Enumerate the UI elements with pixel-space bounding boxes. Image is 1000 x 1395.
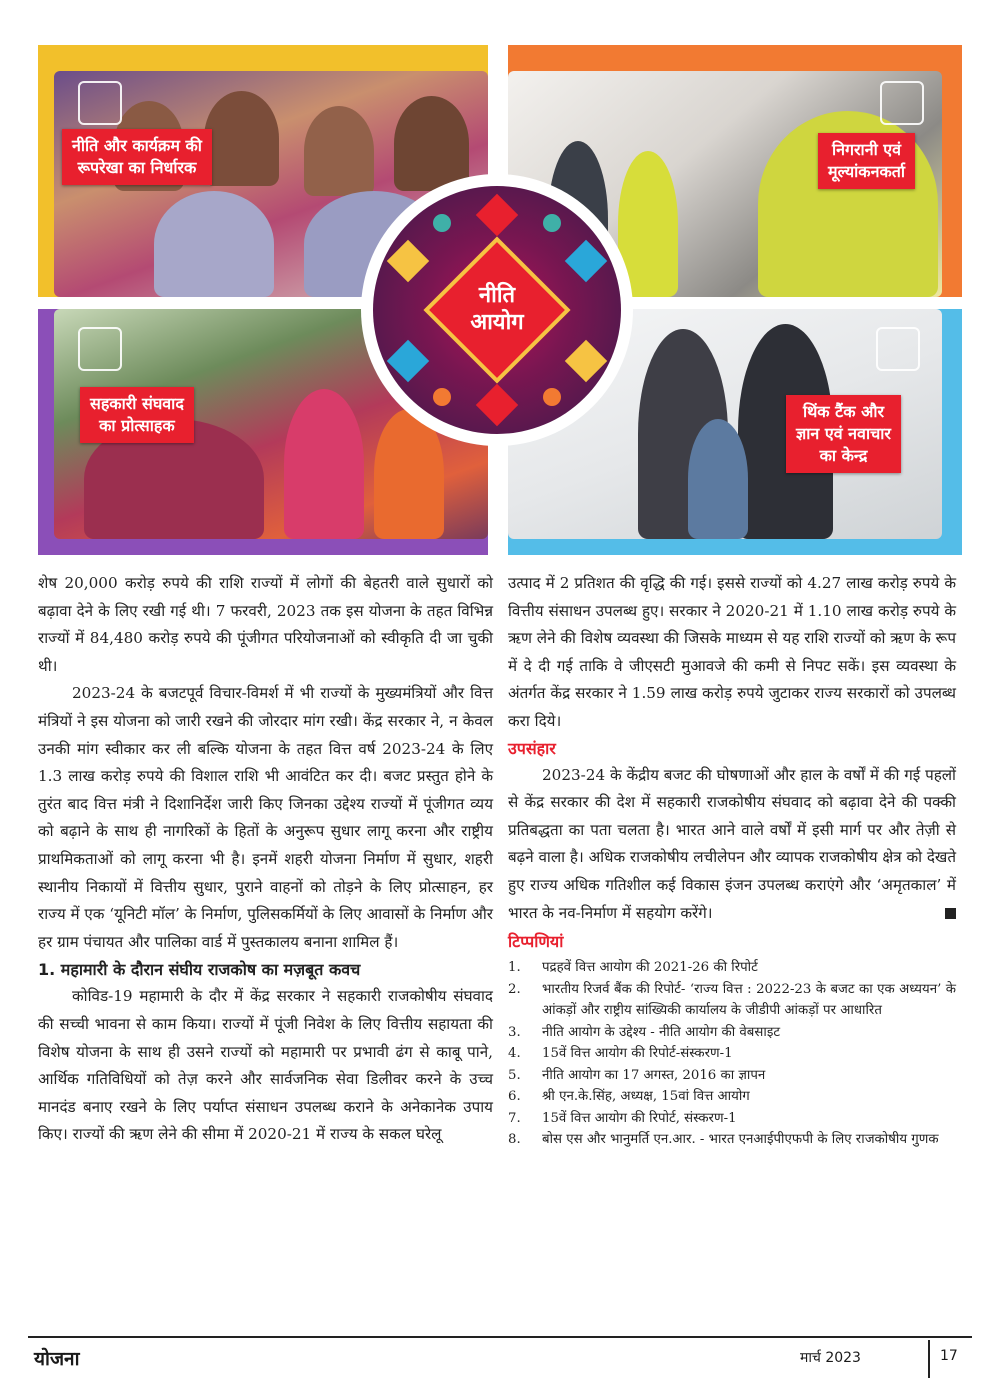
- note-number: 2.: [508, 981, 521, 997]
- label-line: मूल्यांकनकर्ता: [828, 162, 906, 181]
- note-number: 7.: [508, 1110, 521, 1126]
- notes-list: [508, 957, 956, 1151]
- label-line: थिंक टैंक और: [802, 402, 884, 421]
- label-line: रूपरेखा का निर्धारक: [77, 158, 197, 177]
- label-line: का केन्द्र: [819, 446, 868, 465]
- label-line: सहकारी संघवाद: [90, 394, 184, 413]
- note-text: 15वें वित्त आयोग की रिपोर्ट, संस्करण-1: [542, 1110, 737, 1126]
- note-number: 8.: [508, 1132, 521, 1148]
- right-column: [508, 570, 956, 1151]
- note-text: भारतीय रिजर्व बैंक की रिपोर्ट- ‘राज्य वित्त : 2022-23 के बजट का एक अध्ययन’ के आंकड़ों और राष्ट्रीय सांख्यिकी कार्यालय के जीडीपी आंकड़ों पर आधारित: [542, 981, 956, 1019]
- label-line: नीति और कार्यक्रम की: [72, 136, 202, 155]
- footer-rule: [28, 1336, 972, 1338]
- conclusion-heading: उपसंहार: [508, 738, 556, 758]
- emblem-title-line: आयोग: [470, 310, 524, 335]
- paragraph: शेष 20,000 करोड़ रुपये की राशि राज्यों में लोगों की बेहतरी वाले सुधारों को बढ़ावा देने के लिए रखी गई थी। 7 फरवरी, 2023 तक इस योजना के तहत विभिन्न राज्यों में 84,480 करोड़ रुपये की पूंजीगत परियोजनाओं को स्वीकृति दी जा चुकी थी।: [38, 574, 493, 675]
- emblem-title-line: नीति: [478, 283, 516, 308]
- label-line: ज्ञान एवं नवाचार: [796, 424, 891, 443]
- note-text: नीति आयोग के उद्देश्य - नीति आयोग की वेबसाइट: [542, 1024, 781, 1040]
- note-number: 3.: [508, 1024, 521, 1040]
- issue-date: मार्च 2023: [800, 1350, 861, 1366]
- notes-heading: टिप्पणियां: [508, 932, 564, 952]
- note-text: पद्रहवें वित्त आयोग की 2021-26 की रिपोर्ट: [542, 960, 758, 976]
- note-item: [508, 979, 956, 1022]
- conclusion-text: 2023-24 के केंद्रीय बजट की घोषणाओं और हाल के वर्षों में की गई पहलों से केंद्र सरकार की देश में सहकारी राजकोषीय संघवाद को बढ़ावा देने की पक्की प्रतिबद्धता का पता चलता है। भारत आने वाले वर्षों में इसी मार्ग पर और तेज़ी से बढ़ने वाला है। अधिक राजकोषीय लचीलेपन और व्यापक राजकोषीय क्षेत्र को देखते हुए राज्य अधिक गतिशील कई विकास इंजन उपलब्ध कराएंगे और ‘अमृतकाल’ में भारत के नव-निर्माण में सहयोग करेंगे।: [508, 765, 957, 922]
- cooperative-federalism-label: [80, 387, 194, 443]
- paragraph: उत्पाद में 2 प्रतिशत की वृद्धि की गई। इससे राज्यों को 4.27 लाख करोड़ रुपये के वित्तीय संसाधन उपलब्ध हुए। सरकार ने 2020-21 में 1.10 लाख करोड़ रुपये के ऋण लेने की विशेष व्यवस्था की जिसके माध्यम से यह राशि राज्यों को ऋण के रूप में दे दी गई ताकि वे जीएसटी मुआवजे की कमी से निपट सकें। इस व्यवस्था के अंतर्गत केंद्र सरकार ने 1.59 लाख करोड़ रुपये जुटाकर राज्य सरकारों को उपलब्ध करा दिये।: [508, 574, 956, 730]
- paragraph: कोविड-19 महामारी के दौर में केंद्र सरकार ने सहकारी राजकोषीय संघवाद की सच्ची भावना से काम किया। राज्यों में पूंजी निवेश के लिए वित्तीय सहायता की विशेष योजना के साथ ही उसने राज्यों को महामारी पर प्रभावी ढंग से काबू पाने, आर्थिक गतिविधियों को तेज़ करने और सार्वजनिक सेवा डिलीवर करने के उच्च मानदंड बनाए रखने के लिए पर्याप्त संसाधन उपलब्ध कराने के अनेकानेक उपाय किए। राज्यों की ऋण लेने की सीमा में 2020-21 में राज्य के सकल घरेलू: [38, 987, 493, 1144]
- note-item: [508, 1129, 956, 1151]
- note-text: बोस एस और भानुमर्ति एन.आर. - भारत एनआईपीएफपी के लिए राजकोषीय गुणक: [542, 1132, 939, 1148]
- think-tank-label: [786, 395, 901, 473]
- analytics-chart-icon: [880, 81, 924, 125]
- policy-document-icon: [78, 81, 122, 125]
- note-text: नीति आयोग का 17 अगस्त, 2016 का ज्ञापन: [542, 1067, 766, 1083]
- niti-aayog-emblem: [373, 186, 621, 434]
- note-number: 1.: [508, 960, 521, 976]
- note-text: श्री एन.के.सिंह, अध्यक्ष, 15वां वित्त आयोग: [542, 1089, 750, 1105]
- people-network-icon: [78, 327, 122, 371]
- policy-label: [62, 129, 212, 185]
- niti-aayog-infographic: [38, 45, 962, 555]
- note-item: [508, 1043, 956, 1065]
- end-of-article-mark: [945, 908, 956, 919]
- paragraph: [508, 762, 956, 928]
- monitoring-label: [818, 133, 915, 189]
- innovation-bulb-icon: [876, 327, 920, 371]
- label-line: का प्रोत्साहक: [99, 416, 175, 435]
- note-number: 6.: [508, 1089, 521, 1105]
- note-item: [508, 1086, 956, 1108]
- paragraph: 2023-24 के बजटपूर्व विचार-विमर्श में भी राज्यों के मुख्यमंत्रियों और वित्त मंत्रियों ने इस योजना को जारी रखने की जोरदार मांग रखी। केंद्र सरकार ने, न केवल उनकी मांग स्वीकार कर ली बल्कि योजना के तहत वित्त वर्ष 2023-24 के लिए 1.3 लाख करोड़ रुपये की विशाल राशि भी आवंटित कर दी। बजट प्रस्तुत होने के तुरंत बाद वित्त मंत्री ने दिशानिर्देश जारी किए जिनका उद्देश्य राज्यों में पूंजीगत व्यय को बढ़ाने के साथ ही नागरिकों के हितों के अनुरूप सुधार लागू करना और राष्ट्रीय प्राथमिकताओं को लागू करना भी है। इनमें शहरी योजना निर्माण में सुधार, शहरी स्थानीय निकायों में वित्तीय सुधार, पुराने वाहनों को तोड़ने के लिए प्रोत्साहन, हर राज्य में एक ‘यूनिटी मॉल’ के निर्माण, पुलिसकर्मियों के लिए आवासों के निर्माण और हर ग्राम पंचायत और पालिका वार्ड में पुस्तकालय बनाना शामिल हैं।: [38, 684, 493, 951]
- emblem-title: [373, 282, 621, 336]
- note-number: 5.: [508, 1067, 521, 1083]
- left-column: [38, 570, 493, 1149]
- section-heading: 1. महामारी के दौरान संघीय राजकोष का मज़बूत कवच: [38, 960, 361, 980]
- footer-separator: [928, 1340, 930, 1378]
- page-number: 17: [940, 1348, 958, 1364]
- note-item: [508, 957, 956, 979]
- magazine-name: योजना: [34, 1348, 80, 1370]
- note-text: 15वें वित्त आयोग की रिपोर्ट-संस्करण-1: [542, 1046, 733, 1062]
- note-item: [508, 1022, 956, 1044]
- label-line: निगरानी एवं: [831, 140, 902, 159]
- note-number: 4.: [508, 1046, 521, 1062]
- note-item: [508, 1108, 956, 1130]
- note-item: [508, 1065, 956, 1087]
